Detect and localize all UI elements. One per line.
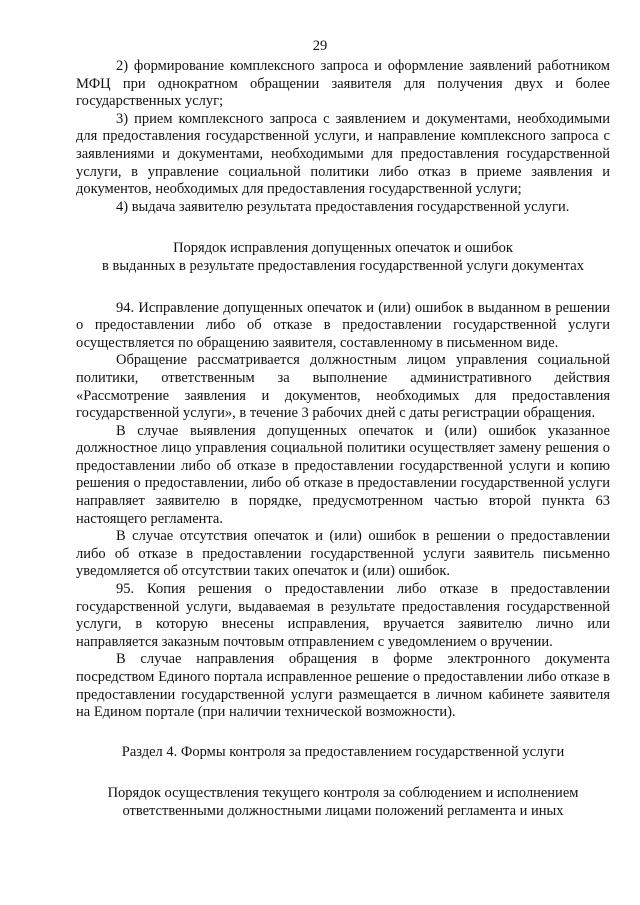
paragraph-95: 95. Копия решения о предоставлении либо отказе в предоставлении государственной услуги, выдаваемая в результате предоставления государственной услуги, в которую внесены исправления, вручается заявителю лично или направляется заказным почтовым отправлением с уведомлением о вручении. bbox=[76, 581, 610, 650]
control-heading-line-1: Порядок осуществления текущего контроля за соблюдением и исполнением bbox=[107, 785, 579, 802]
paragraph-electronic-appeal: В случае направления обращения в форме электронного документа посредством Единого портала исправленное решение о предоставлении либо отказе в предоставлении государственной услуги размещается в личном кабинете заявителя на Едином портале (при наличии технической возможности). bbox=[76, 651, 610, 721]
errata-heading-line-1: Порядок исправления допущенных опечаток и ошибок bbox=[173, 240, 513, 257]
paragraph-errors-found: В случае выявления допущенных опечаток и (или) ошибок указанное должностное лицо управления социальной политики осуществляет замену решения о предоставлении либо об отказе в предоставлении государственной услуги и копию решения о предоставлении, либо об отказе в предоставлении государственной услуги направляет заявителю в порядке, предусмотренном частью второй пункта 63 настоящего регламента. bbox=[76, 422, 610, 527]
errata-heading-line-2: в выданных в результате предоставления государственной услуги документах bbox=[102, 257, 584, 274]
control-heading-line-2: ответственными должностными лицами положений регламента и иных bbox=[122, 802, 564, 819]
list-item-3: 3) прием комплексного запроса с заявлением и документами, необходимыми для предоставления государственной услуги, и направление комплексного запроса с заявлениями и документами, необходимыми для предоставления государственной услуги, в управление социальной политики либо отказ в приеме заявления и документов, необходимых для предоставления государственной услуги; bbox=[76, 110, 610, 198]
paragraph-appeal-review: Обращение рассматривается должностным лицом управления социальной политики, ответственным за выполнение административного действия «Рассмотрение заявления и документов, необходимых для предоставления государственной услуги», в течение 3 рабочих дней с даты регистрации обращения. bbox=[76, 352, 610, 422]
section-4-heading: Раздел 4. Формы контроля за предоставлением государственной услуги bbox=[121, 743, 565, 760]
list-item-4: 4) выдача заявителю результата предоставления государственной услуги. bbox=[116, 198, 570, 215]
document-body bbox=[76, 58, 610, 821]
paragraph-no-errors: В случае отсутствия опечаток и (или) ошибок в решении о предоставлении либо об отказе в предоставлении государственной услуги заявитель письменно уведомляется об отсутствии таких опечаток и (или) ошибок. bbox=[76, 528, 610, 580]
list-item-2: 2) формирование комплексного запроса и оформление заявлений работником МФЦ при однократном обращении заявителя для получения двух и более государственных услуг; bbox=[76, 58, 610, 110]
errata-heading bbox=[76, 240, 610, 275]
paragraph-94: 94. Исправление допущенных опечаток и (или) ошибок в выданном в решении о предоставлении либо об отказе в предоставлении государственной услуги осуществляется по обращению заявителя, составленному в письменном виде. bbox=[76, 299, 610, 351]
control-heading bbox=[76, 785, 610, 820]
page-number: 29 bbox=[312, 38, 328, 54]
